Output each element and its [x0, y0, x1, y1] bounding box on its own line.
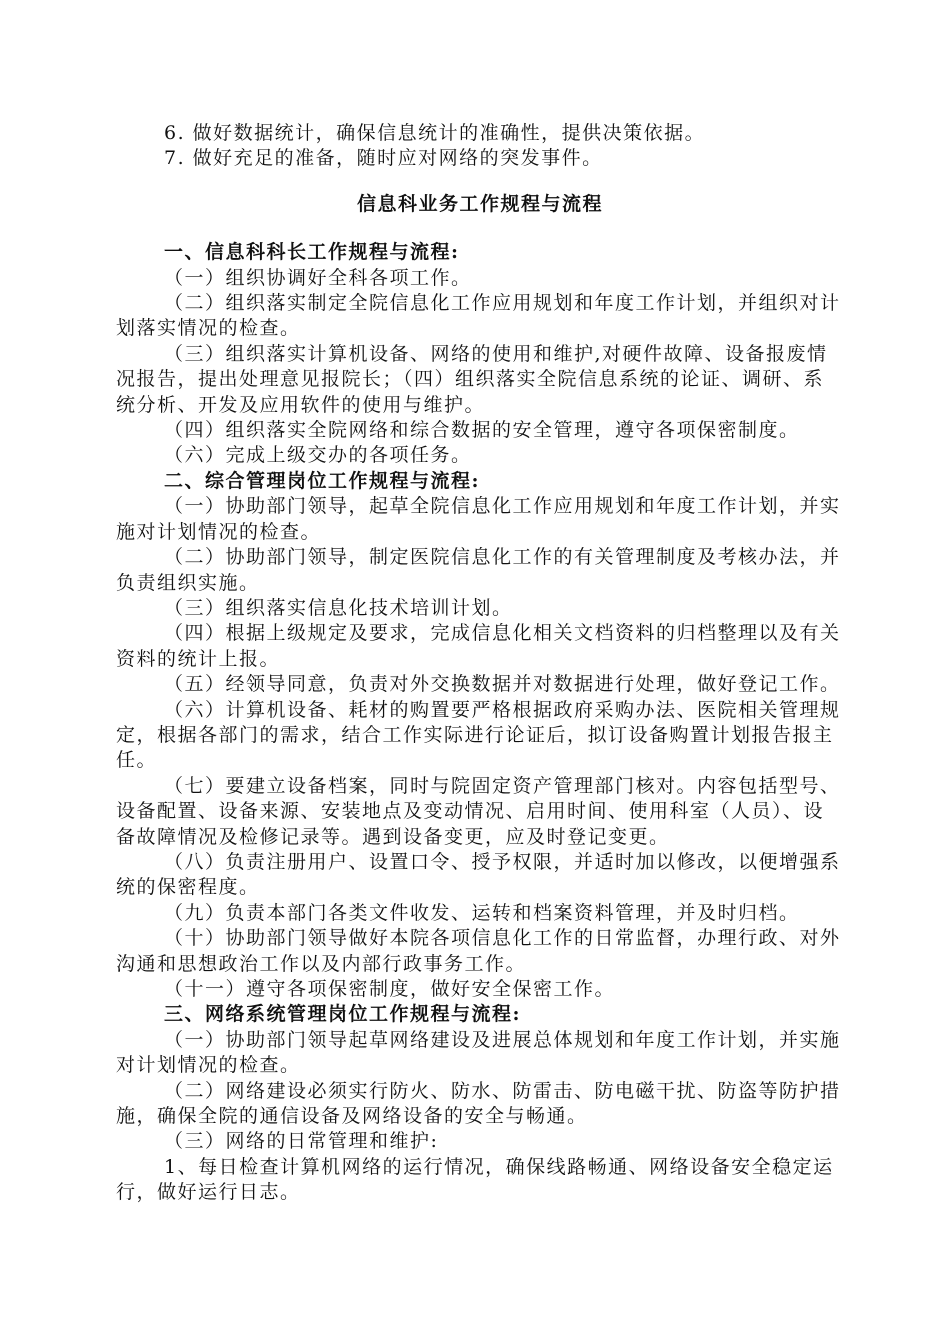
intro-item: 7. 做好充足的准备，随时应对网络的突发事件。 [164, 147, 603, 170]
section-item: （六）计算机设备、耗材的购置要严格根据政府采购办法、医院相关管理规定，根据各部门的需求，结合工作实际进行论证后，拟订设备购置计划报告报主任。 [116, 698, 841, 772]
section-item: （六）完成上级交办的各项任务。 [164, 444, 472, 467]
section-item: （十）协助部门领导做好本院各项信息化工作的日常监督，办理行政、对外沟通和思想政治工作以及内部行政事务工作。 [116, 927, 841, 975]
section-item: （一）组织协调好全科各项工作。 [164, 266, 472, 289]
section-item: （三）网络的日常管理和维护: [164, 1130, 439, 1153]
section-heading: 三、网络系统管理岗位工作规程与流程: [164, 1003, 522, 1026]
intro-item: 6. 做好数据统计，确保信息统计的准确性，提供决策依据。 [164, 122, 706, 144]
document-body [116, 121, 844, 1206]
section-heading: 一、信息科科长工作规程与流程: [164, 241, 460, 264]
section-item: （十一）遵守各项保密制度，做好安全保密工作。 [164, 978, 616, 1000]
section-heading: 二、综合管理岗位工作规程与流程: [164, 469, 481, 492]
section-item: （三）组织落实计算机设备、网络的使用和维护,对硬件故障、设备报废情况报告，提出处理意见报院长；（四）组织落实全院信息系统的论证、调研、系统分析、开发及应用软件的使用与维护。 [116, 342, 828, 416]
section-item: （五）经领导同意，负责对外交换数据并对数据进行处理，做好登记工作。 [164, 673, 841, 696]
section-item: （二）协助部门领导，制定医院信息化工作的有关管理制度及考核办法，并负责组织实施。 [116, 546, 841, 594]
section-item: （八）负责注册用户、设置口令、授予权限，并适时加以修改，以便增强系统的保密程度。 [116, 850, 841, 899]
document-title: 信息科业务工作规程与流程 [356, 192, 603, 215]
section-item: （四）根据上级规定及要求，完成信息化相关文档资料的归档整理以及有关资料的统计上报。 [116, 622, 841, 670]
section-item: （四）组织落实全院网络和综合数据的安全管理，遵守各项保密制度。 [164, 419, 800, 442]
section-item: （一）协助部门领导起草网络建设及进展总体规划和年度工作计划，并实施对计划情况的检查。 [116, 1028, 841, 1077]
section-item: （七）要建立设备档案，同时与院固定资产管理部门核对。内容包括型号、设备配置、设备来源、安装地点及变动情况、启用时间、使用科室（人员）、设备故障情况及检修记录等。遇到设备变更，应及时登记变更。 [116, 774, 841, 848]
section-item: （三）组织落实信息化技术培训计划。 [164, 596, 513, 619]
section-item: 1、每日检查计算机网络的运行情况，确保线路畅通、网络设备安全稳定运行，做好运行日志。 [116, 1155, 834, 1204]
section-item: （二）网络建设必须实行防火、防水、防雷击、防电磁干扰、防盗等防护措施，确保全院的通信设备及网络设备的安全与畅通。 [116, 1079, 841, 1128]
section-item: （一）协助部门领导，起草全院信息化工作应用规划和年度工作计划，并实施对计划情况的检查。 [116, 495, 841, 543]
section-item: （二）组织落实制定全院信息化工作应用规划和年度工作计划，并组织对计划落实情况的检查。 [116, 292, 841, 340]
section-item: （九）负责本部门各类文件收发、运转和档案资料管理，并及时归档。 [164, 901, 800, 924]
